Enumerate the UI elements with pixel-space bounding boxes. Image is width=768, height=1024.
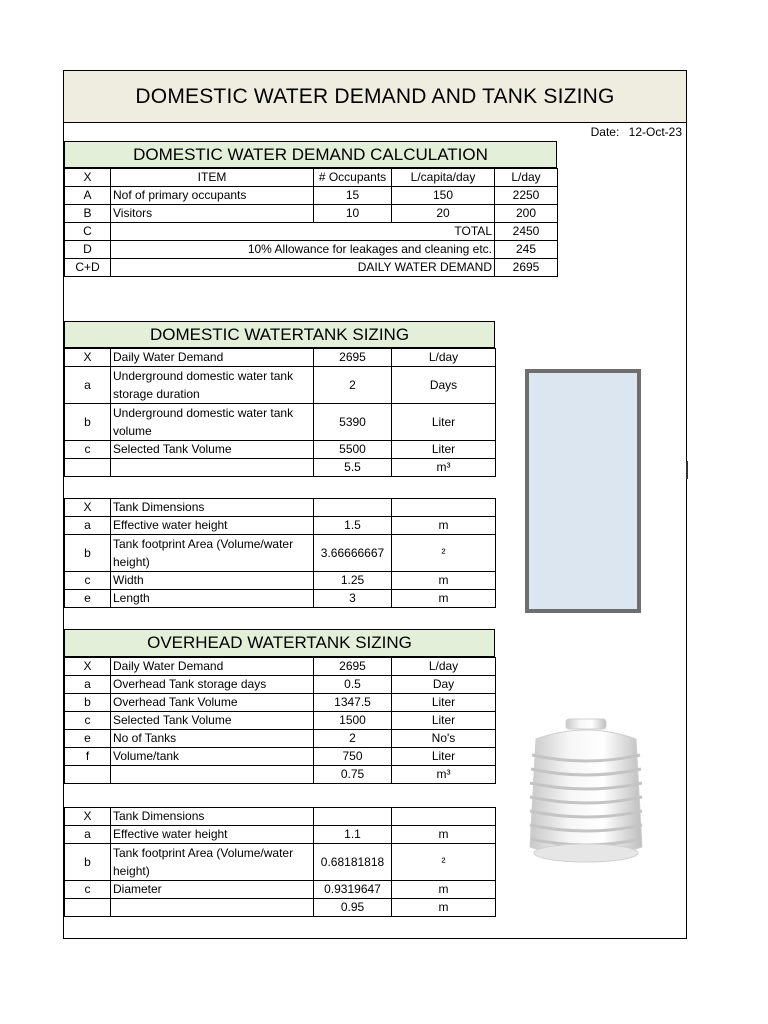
table-cell[interactable]: a	[65, 676, 111, 694]
table-cell[interactable]: X	[65, 658, 111, 676]
table-cell[interactable]: e	[65, 590, 111, 608]
table-cell[interactable]: 0.68181818	[314, 844, 392, 881]
table-cell[interactable]: b	[65, 535, 111, 572]
spreadsheet-sheet	[63, 70, 687, 939]
table-cell[interactable]: m	[392, 590, 496, 608]
table-cell[interactable]: Tank Dimensions	[111, 499, 314, 517]
table-cell[interactable]: Daily Water Demand	[111, 658, 314, 676]
table-cell[interactable]	[314, 499, 392, 517]
date-label: Date:	[590, 125, 620, 139]
table-cell[interactable]: m	[392, 517, 496, 535]
table-cell[interactable]: 2	[314, 730, 392, 748]
table-cell[interactable]: Effective water height	[111, 517, 314, 535]
table-cell[interactable]: 1500	[314, 712, 392, 730]
date-value: 12-Oct-23	[628, 125, 682, 139]
table-row-total	[65, 223, 558, 241]
table-cell[interactable]: Overhead Tank storage days	[111, 676, 314, 694]
table-cell[interactable]: A	[65, 187, 111, 205]
table-cell[interactable]: m	[392, 899, 496, 917]
header-cell: L/capita/day	[392, 169, 495, 187]
overhead-section-title: OVERHEAD WATERTANK SIZING	[64, 629, 495, 657]
table-row	[65, 404, 496, 441]
table-cell[interactable]: X	[65, 499, 111, 517]
table-cell[interactable]: 2	[314, 367, 392, 404]
table-row	[65, 517, 496, 535]
table-cell[interactable]: Length	[111, 590, 314, 608]
table-cell[interactable]	[392, 499, 496, 517]
table-cell[interactable]: Liter	[392, 404, 496, 441]
table-cell[interactable]: m³	[392, 459, 496, 477]
table-row-allowance	[65, 241, 558, 259]
table-cell[interactable]: b	[65, 694, 111, 712]
table-cell[interactable]: 0.9319647	[314, 881, 392, 899]
table-row	[65, 572, 496, 590]
table-row	[65, 499, 496, 517]
table-cell[interactable]	[111, 899, 314, 917]
table-cell[interactable]: 0.5	[314, 676, 392, 694]
table-cell[interactable]: Tank footprint Area (Volume/water height)	[111, 844, 314, 881]
table-cell[interactable]: Liter	[392, 748, 496, 766]
table-row	[65, 748, 496, 766]
overhead-table	[64, 657, 496, 784]
table-cell[interactable]: 10	[314, 205, 392, 223]
table-row	[65, 459, 496, 477]
table-cell[interactable]: Selected Tank Volume	[111, 712, 314, 730]
table-cell[interactable]: TOTAL	[111, 223, 495, 241]
table-cell[interactable]: 200	[495, 205, 558, 223]
demand-table	[64, 168, 558, 277]
table-cell[interactable]: Visitors	[111, 205, 314, 223]
table-cell[interactable]: Liter	[392, 441, 496, 459]
table-cell[interactable]: a	[65, 517, 111, 535]
header-cell: X	[65, 169, 111, 187]
table-cell[interactable]: Liter	[392, 712, 496, 730]
table-row	[65, 367, 496, 404]
table-row-daily-demand	[65, 259, 558, 277]
table-cell[interactable]: 2695	[314, 349, 392, 367]
overhead-tank-picture	[522, 717, 650, 867]
table-cell[interactable]: 245	[495, 241, 558, 259]
table-row	[65, 676, 496, 694]
table-cell[interactable]: No's	[392, 730, 496, 748]
table-row	[65, 712, 496, 730]
overhead-dims-table	[64, 807, 496, 917]
table-cell[interactable]: 1.5	[314, 517, 392, 535]
table-cell[interactable]: D	[65, 241, 111, 259]
date-field	[585, 125, 682, 139]
table-cell[interactable]: 15	[314, 187, 392, 205]
table-cell[interactable]: ²	[392, 535, 496, 572]
table-cell[interactable]: Tank Dimensions	[111, 808, 314, 826]
table-cell[interactable]: f	[65, 748, 111, 766]
table-cell[interactable]: 5.5	[314, 459, 392, 477]
underground-tank-diagram	[525, 369, 641, 613]
table-cell[interactable]: 750	[314, 748, 392, 766]
table-cell[interactable]: m	[392, 881, 496, 899]
table-row	[65, 205, 558, 223]
table-cell[interactable]: e	[65, 730, 111, 748]
table-cell[interactable]: Day	[392, 676, 496, 694]
table-cell[interactable]: c	[65, 881, 111, 899]
table-cell[interactable]: Days	[392, 367, 496, 404]
table-header-row	[65, 169, 558, 187]
table-cell[interactable]: c	[65, 441, 111, 459]
underground-section-title: DOMESTIC WATERTANK SIZING	[64, 321, 495, 348]
table-cell[interactable]: Diameter	[111, 881, 314, 899]
table-row	[65, 658, 496, 676]
table-cell[interactable]: L/day	[392, 658, 496, 676]
table-cell[interactable]: a	[65, 826, 111, 844]
table-cell[interactable]: 5500	[314, 441, 392, 459]
table-cell[interactable]: DAILY WATER DEMAND	[111, 259, 495, 277]
table-cell[interactable]	[111, 766, 314, 784]
table-cell[interactable]: 0.75	[314, 766, 392, 784]
table-cell[interactable]: No of Tanks	[111, 730, 314, 748]
table-cell[interactable]: Liter	[392, 694, 496, 712]
table-cell[interactable]: X	[65, 808, 111, 826]
header-cell: L/day	[495, 169, 558, 187]
table-cell[interactable]: Daily Water Demand	[111, 349, 314, 367]
table-cell[interactable]: Effective water height	[111, 826, 314, 844]
table-cell[interactable]: Underground domestic water tank storage duration	[111, 367, 314, 404]
table-cell[interactable]: b	[65, 404, 111, 441]
table-cell[interactable]: 20	[392, 205, 495, 223]
table-cell[interactable]: m³	[392, 766, 496, 784]
table-cell[interactable]: Volume/tank	[111, 748, 314, 766]
table-row	[65, 694, 496, 712]
demand-section-title: DOMESTIC WATER DEMAND CALCULATION	[64, 141, 557, 168]
table-cell[interactable]: Selected Tank Volume	[111, 441, 314, 459]
table-cell[interactable]: 2695	[314, 658, 392, 676]
table-cell[interactable]: 1.1	[314, 826, 392, 844]
table-cell[interactable]: Width	[111, 572, 314, 590]
table-cell[interactable]: X	[65, 349, 111, 367]
table-cell[interactable]: m	[392, 826, 496, 844]
table-row	[65, 441, 496, 459]
table-cell[interactable]: 1347.5	[314, 694, 392, 712]
table-cell[interactable]: c	[65, 712, 111, 730]
table-cell[interactable]: a	[65, 367, 111, 404]
table-cell[interactable]	[392, 808, 496, 826]
table-row	[65, 899, 496, 917]
header-cell: ITEM	[111, 169, 314, 187]
table-row	[65, 535, 496, 572]
table-cell[interactable]: ²	[392, 844, 496, 881]
underground-table	[64, 348, 496, 477]
table-cell[interactable]: 2250	[495, 187, 558, 205]
table-cell[interactable]: Tank footprint Area (Volume/water height)	[111, 535, 314, 572]
table-cell[interactable]: 2695	[495, 259, 558, 277]
table-cell[interactable]: 0.95	[314, 899, 392, 917]
table-row	[65, 590, 496, 608]
table-cell[interactable]: 5390	[314, 404, 392, 441]
table-row	[65, 349, 496, 367]
table-cell[interactable]: 10% Allowance for leakages and cleaning etc.	[111, 241, 495, 259]
sheet-edge-marker	[686, 461, 688, 479]
table-cell[interactable]: L/day	[392, 349, 496, 367]
table-cell[interactable]: Overhead Tank Volume	[111, 694, 314, 712]
header-cell: # Occupants	[314, 169, 392, 187]
table-row	[65, 766, 496, 784]
table-row	[65, 881, 496, 899]
page-title: DOMESTIC WATER DEMAND AND TANK SIZING	[64, 71, 686, 123]
table-cell[interactable]	[111, 459, 314, 477]
table-cell[interactable]: 3	[314, 590, 392, 608]
underground-dims-table	[64, 498, 496, 608]
table-cell[interactable]: m	[392, 572, 496, 590]
table-row	[65, 844, 496, 881]
table-cell[interactable]	[65, 766, 111, 784]
table-cell[interactable]	[65, 459, 111, 477]
table-cell[interactable]: C	[65, 223, 111, 241]
table-cell[interactable]: B	[65, 205, 111, 223]
table-row	[65, 808, 496, 826]
table-row	[65, 826, 496, 844]
table-cell[interactable]: c	[65, 572, 111, 590]
table-cell[interactable]: Nof of primary occupants	[111, 187, 314, 205]
table-cell[interactable]: 2450	[495, 223, 558, 241]
table-cell[interactable]: 3.66666667	[314, 535, 392, 572]
table-row	[65, 187, 558, 205]
table-cell[interactable]: 1.25	[314, 572, 392, 590]
table-row	[65, 730, 496, 748]
table-cell[interactable]: C+D	[65, 259, 111, 277]
table-cell[interactable]: b	[65, 844, 111, 881]
table-cell[interactable]	[65, 899, 111, 917]
table-cell[interactable]: 150	[392, 187, 495, 205]
table-cell[interactable]	[314, 808, 392, 826]
table-cell[interactable]: Underground domestic water tank volume	[111, 404, 314, 441]
